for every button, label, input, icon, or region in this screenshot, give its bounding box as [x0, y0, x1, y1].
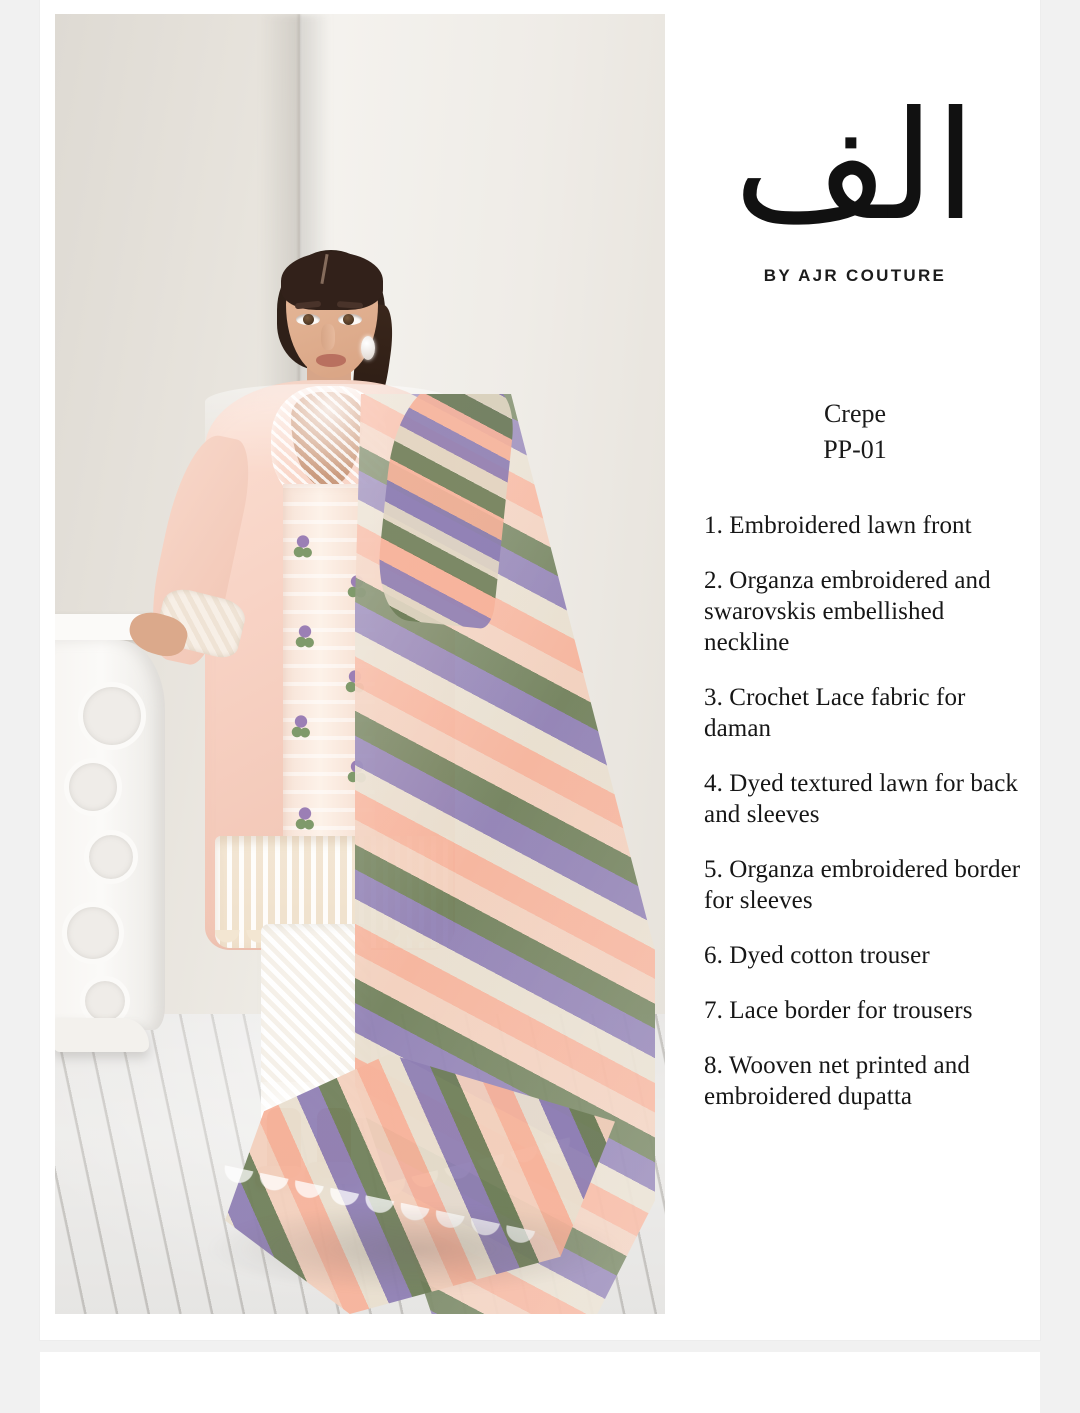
list-item: 6. Dyed cotton trouser [704, 942, 930, 969]
product-photo[interactable] [55, 14, 665, 1314]
list-item: 1. Embroidered lawn front [704, 512, 972, 539]
nose [321, 324, 335, 350]
product-fabric: Crepe [823, 399, 887, 428]
floral-motif [293, 534, 313, 564]
list-item: 5. Organza embroidered border for sleeves [704, 856, 1021, 914]
iris-right [343, 314, 354, 325]
product-info-panel [680, 14, 1030, 1314]
list-item: 8. Wooven net printed and embroidered dupatta [704, 1052, 970, 1110]
product-card [40, 0, 1040, 1340]
model-floor-shadow [205, 1204, 625, 1294]
product-code: PP-01 [823, 435, 887, 464]
brand-tagline: BY AJR COUTURE [763, 266, 947, 285]
alif-calligraphy-logo-icon: الف [733, 80, 977, 254]
list-item: 7. Lace border for trousers [704, 997, 973, 1024]
list-item: 2. Organza embroidered and swarovskis embellished neckline [704, 567, 991, 656]
list-item: 4. Dyed textured lawn for back and sleeves [704, 770, 1018, 828]
floral-motif [295, 624, 315, 654]
floral-motif [291, 714, 311, 744]
list-item: 3. Crochet Lace fabric for daman [704, 684, 966, 742]
lips [316, 354, 346, 367]
brand-logo [680, 80, 1030, 286]
next-card-strip [40, 1352, 1040, 1413]
floral-motif [295, 806, 315, 836]
iris-left [303, 314, 314, 325]
model-figure [55, 14, 665, 1314]
feature-list [704, 510, 1034, 1136]
pearl-earring [361, 336, 375, 360]
hair-front [281, 252, 383, 310]
